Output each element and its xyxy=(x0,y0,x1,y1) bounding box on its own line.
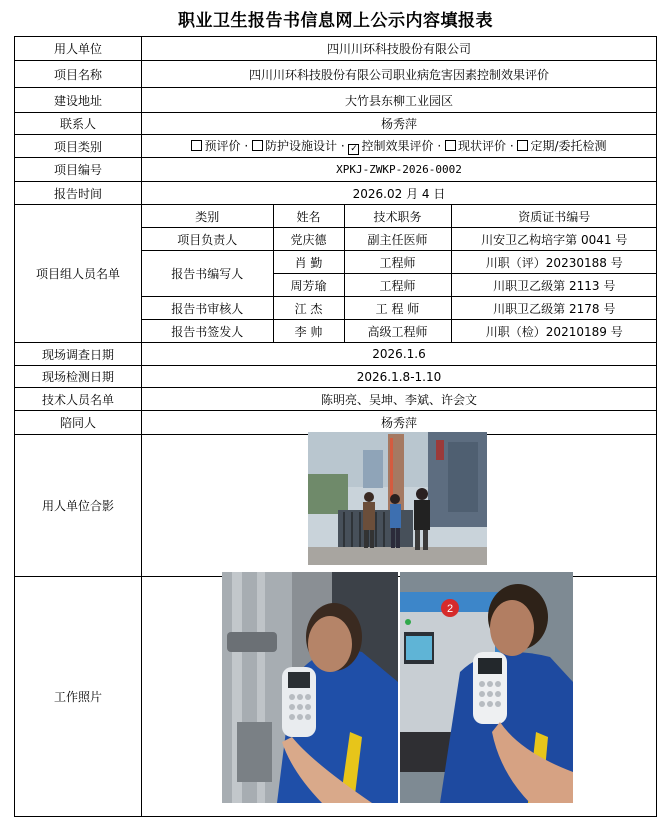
team-row xyxy=(142,320,657,343)
member-title: 工程师 xyxy=(344,251,451,274)
member-name: 肖 勤 xyxy=(273,251,344,274)
tech-staff-value: 陈明亮、吴坤、李斌、许会文 xyxy=(142,388,657,411)
project-type-options: 预评价 · 防护设施设计 · ✓ 控制效果评价 · 现状评价 · 定期/委托检测 xyxy=(142,135,657,158)
contact-value: 杨秀萍 xyxy=(142,113,657,135)
row-project-type xyxy=(15,135,657,158)
member-cert: 川安卫乙构培字第 0041 号 xyxy=(451,228,657,251)
work-photo-2 xyxy=(400,572,573,803)
type-option-control-eval[interactable]: ✓ 控制效果评价 xyxy=(350,139,434,154)
row-companion xyxy=(15,411,657,435)
role-label: 报告书编写人 xyxy=(142,251,273,297)
report-time-label: 报告时间 xyxy=(15,182,142,205)
project-name-label: 项目名称 xyxy=(15,61,142,88)
tech-staff-label: 技术人员名单 xyxy=(15,388,142,411)
member-cert: 川职（评）20230188 号 xyxy=(451,251,657,274)
member-title: 工程师 xyxy=(344,274,451,297)
member-name: 党庆德 xyxy=(273,228,344,251)
work-photo-1-image xyxy=(222,572,398,803)
row-project-no xyxy=(15,158,657,182)
contact-label: 联系人 xyxy=(15,113,142,135)
companion-label: 陪同人 xyxy=(15,411,142,435)
checkbox-icon xyxy=(445,140,456,151)
report-time-value: 2026.02 月 4 日 xyxy=(142,182,657,205)
row-test-date xyxy=(15,366,657,388)
project-no-value: XPKJ-ZWKP-2026-0002 xyxy=(142,158,657,182)
type-option-pre-eval[interactable]: 预评价 xyxy=(191,139,240,153)
test-date-value: 2026.1.8-1.10 xyxy=(142,366,657,388)
team-header-row xyxy=(142,205,657,228)
employer-label: 用人单位 xyxy=(15,37,142,61)
member-name: 周芳瑜 xyxy=(273,274,344,297)
role-label: 报告书签发人 xyxy=(142,320,273,343)
role-label: 项目负责人 xyxy=(142,228,273,251)
header-cert: 资质证书编号 xyxy=(451,205,657,228)
header-title: 技术职务 xyxy=(344,205,451,228)
row-project-name xyxy=(15,61,657,88)
work-photo-2-image xyxy=(400,572,573,803)
survey-date-value: 2026.1.6 xyxy=(142,343,657,366)
type-option-periodic-test[interactable]: 定期/委托检测 xyxy=(517,139,606,153)
role-label: 报告书审核人 xyxy=(142,297,273,320)
companion-value: 杨秀萍 xyxy=(142,411,657,435)
member-name: 李 帅 xyxy=(273,320,344,343)
member-name: 江 杰 xyxy=(273,297,344,320)
team-label: 项目组人员名单 xyxy=(15,205,142,343)
header-name: 姓名 xyxy=(273,205,344,228)
checkbox-icon xyxy=(517,140,528,151)
group-photo-image xyxy=(308,432,487,565)
work-photos-label: 工作照片 xyxy=(15,577,142,817)
checkbox-icon xyxy=(252,140,263,151)
type-option-protection-design[interactable]: 防护设施设计 xyxy=(252,139,337,153)
member-cert: 川职（检）20210189 号 xyxy=(451,320,657,343)
team-table xyxy=(142,205,657,342)
member-cert: 川职卫乙级第 2113 号 xyxy=(451,274,657,297)
row-tech-staff xyxy=(15,388,657,411)
work-photos-cell xyxy=(142,577,657,817)
checkbox-checked-icon: ✓ xyxy=(350,144,358,154)
team-row xyxy=(142,251,657,274)
row-contact xyxy=(15,113,657,135)
address-label: 建设地址 xyxy=(15,88,142,113)
test-date-label: 现场检测日期 xyxy=(15,366,142,388)
project-type-label: 项目类别 xyxy=(15,135,142,158)
row-team xyxy=(15,205,657,343)
type-option-status-eval[interactable]: 现状评价 xyxy=(445,139,506,153)
row-address xyxy=(15,88,657,113)
header-category: 类别 xyxy=(142,205,273,228)
row-employer xyxy=(15,37,657,61)
team-row xyxy=(142,297,657,320)
group-photo-label: 用人单位合影 xyxy=(15,435,142,577)
address-value: 大竹县东柳工业园区 xyxy=(142,88,657,113)
team-row xyxy=(142,228,657,251)
checkbox-icon xyxy=(191,140,202,151)
project-name-value: 四川川环科技股份有限公司职业病危害因素控制效果评价 xyxy=(142,61,657,88)
member-title: 工 程 师 xyxy=(344,297,451,320)
member-cert: 川职卫乙级第 2178 号 xyxy=(451,297,657,320)
employer-value: 四川川环科技股份有限公司 xyxy=(142,37,657,61)
row-survey-date xyxy=(15,343,657,366)
member-title: 副主任医师 xyxy=(344,228,451,251)
team-cell xyxy=(142,205,657,343)
work-photo-1 xyxy=(222,572,398,803)
row-report-time xyxy=(15,182,657,205)
group-photo xyxy=(308,432,487,565)
member-title: 高级工程师 xyxy=(344,320,451,343)
machine-label-number: 2 xyxy=(446,603,454,615)
page-title: 职业卫生报告书信息网上公示内容填报表 xyxy=(178,11,493,31)
project-no-label: 项目编号 xyxy=(15,158,142,182)
survey-date-label: 现场调查日期 xyxy=(15,343,142,366)
